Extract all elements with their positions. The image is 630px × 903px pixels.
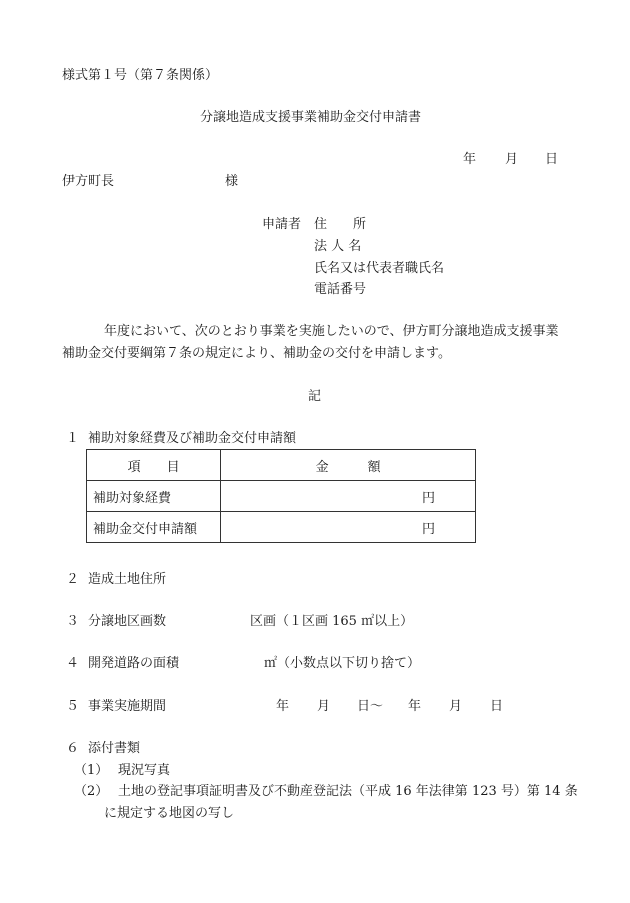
section-4-title: 開発道路の面積 — [88, 656, 180, 671]
applicant-address-label: 住 所 — [314, 217, 367, 232]
document-title: 分譲地造成支援事業補助金交付申請書 — [200, 110, 422, 125]
attachment-2-number: （2） — [74, 784, 109, 799]
period-end-year: 年 — [408, 699, 422, 714]
attachment-1-number: （1） — [74, 763, 109, 778]
table-cell-amount[interactable]: 円 — [221, 512, 476, 543]
table-header-row — [87, 450, 476, 481]
body-line-1: 年度において、次のとおり事業を実施したいので、伊方町分譲地造成支援事業 — [104, 324, 559, 339]
period-start-month: 月 — [317, 699, 331, 714]
section-3-value: 区画（１区画 165 ㎡以上） — [250, 614, 414, 629]
section-1-title: 補助対象経費及び補助金交付申請額 — [88, 431, 297, 446]
date-year: 年 — [463, 152, 477, 167]
section-2-number: ２ — [66, 572, 80, 587]
attachment-2-text: 土地の登記事項証明書及び不動産登記法（平成 16 年法律第 123 号）第 14 条 — [118, 784, 578, 799]
date-month: 月 — [505, 152, 519, 167]
section-6-number: ６ — [66, 741, 80, 756]
section-6-title: 添付書類 — [88, 741, 141, 756]
table-row — [87, 481, 476, 512]
section-3-title: 分譲地区画数 — [88, 614, 167, 629]
table-cell-item: 補助金交付申請額 — [87, 512, 221, 543]
addressee-name: 伊方町長 — [62, 174, 115, 189]
period-start-day: 日～ — [357, 699, 384, 714]
addressee-honorific: 様 — [225, 174, 239, 189]
table-cell-item: 補助対象経費 — [87, 481, 221, 512]
section-3-number: ３ — [66, 614, 80, 629]
applicant-rep-name-label: 氏名又は代表者職氏名 — [314, 261, 445, 276]
section-4-number: ４ — [66, 656, 80, 671]
applicant-phone-label: 電話番号 — [314, 282, 367, 297]
applicant-corp-name-label: 法 人 名 — [314, 239, 362, 254]
ki-heading: 記 — [308, 389, 322, 404]
period-end-month: 月 — [449, 699, 463, 714]
section-4-value: ㎡（小数点以下切り捨て） — [264, 656, 421, 671]
subsidy-table — [86, 449, 476, 543]
date-day: 日 — [545, 152, 559, 167]
period-start-year: 年 — [276, 699, 290, 714]
section-5-number: ５ — [66, 699, 80, 714]
table-cell-amount[interactable]: 円 — [221, 481, 476, 512]
table-row — [87, 512, 476, 543]
attachment-2-text-continued: に規定する地図の写し — [104, 806, 235, 821]
body-line-2: 補助金交付要綱第７条の規定により、補助金の交付を申請します。 — [62, 346, 451, 361]
section-1-number: １ — [66, 431, 80, 446]
period-end-day: 日 — [490, 699, 504, 714]
form-number: 様式第１号（第７条関係） — [62, 68, 219, 83]
section-5-title: 事業実施期間 — [88, 699, 167, 714]
attachment-1-text: 現況写真 — [118, 763, 171, 778]
applicant-label: 申請者 — [262, 217, 302, 232]
section-2-title: 造成土地住所 — [88, 572, 167, 587]
table-header-item: 項 目 — [87, 450, 221, 481]
table-header-amount: 金 額 — [221, 450, 476, 481]
